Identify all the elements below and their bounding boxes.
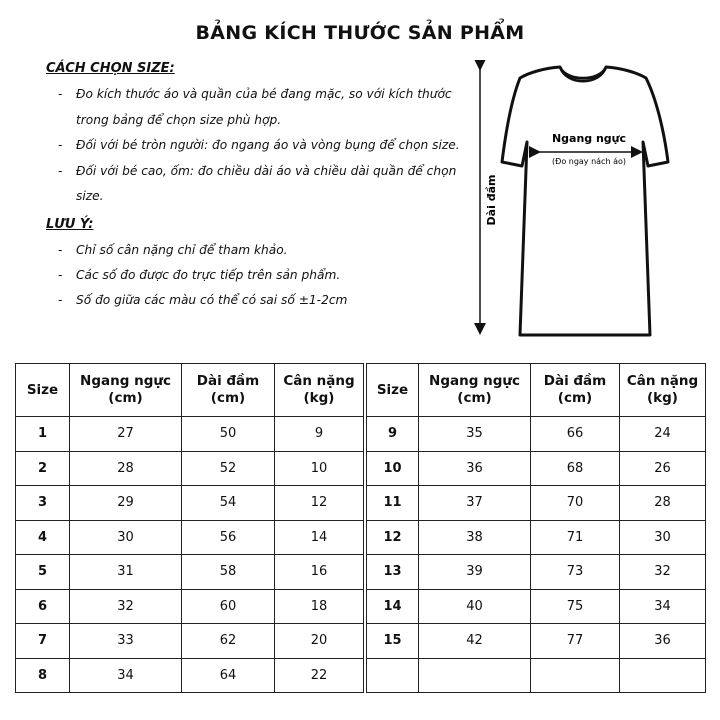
cell-length xyxy=(531,658,620,693)
cell-size: 4 xyxy=(16,520,70,555)
cell-weight: 18 xyxy=(275,589,364,624)
table-row xyxy=(16,555,706,590)
cell-weight: 28 xyxy=(620,486,706,521)
cell-weight: 32 xyxy=(620,555,706,590)
cell-size: 2 xyxy=(16,451,70,486)
table-row xyxy=(16,451,706,486)
cell-length: 58 xyxy=(182,555,275,590)
guide-heading: CÁCH CHỌN SIZE: xyxy=(46,61,175,76)
guide-item: - Đối với bé tròn người: đo ngang áo và vòng bụng để chọn size. xyxy=(46,133,466,159)
cell-length: 54 xyxy=(182,486,275,521)
header-chest: Ngang ngực (cm) xyxy=(419,364,531,417)
cell-length: 70 xyxy=(531,486,620,521)
cell-chest: 33 xyxy=(70,624,182,659)
header-size: Size xyxy=(16,364,70,417)
cell-weight: 34 xyxy=(620,589,706,624)
cell-size: 15 xyxy=(367,624,419,659)
chest-sublabel: (Đo ngay nách áo) xyxy=(552,157,626,166)
cell-size xyxy=(367,658,419,693)
cell-size: 13 xyxy=(367,555,419,590)
cell-weight: 16 xyxy=(275,555,364,590)
dress-measurement-diagram xyxy=(468,60,688,345)
cell-size: 12 xyxy=(367,520,419,555)
cell-size: 14 xyxy=(367,589,419,624)
cell-chest: 28 xyxy=(70,451,182,486)
cell-chest: 36 xyxy=(419,451,531,486)
cell-chest: 29 xyxy=(70,486,182,521)
table-header-row xyxy=(16,364,706,417)
cell-chest: 40 xyxy=(419,589,531,624)
cell-weight: 36 xyxy=(620,624,706,659)
cell-length: 60 xyxy=(182,589,275,624)
note-heading: LƯU Ý: xyxy=(46,216,94,232)
cell-weight: 12 xyxy=(275,486,364,521)
note-item: - Số đo giữa các màu có thể có sai số ±1-2cm xyxy=(46,288,466,313)
table-row xyxy=(16,486,706,521)
cell-weight: 30 xyxy=(620,520,706,555)
cell-length: 62 xyxy=(182,624,275,659)
table-row xyxy=(16,417,706,452)
header-chest: Ngang ngực (cm) xyxy=(70,364,182,417)
table-row xyxy=(16,658,706,693)
cell-chest: 39 xyxy=(419,555,531,590)
header-length: Dài đầm (cm) xyxy=(531,364,620,417)
note-item: - Các số đo được đo trực tiếp trên sản phẩm. xyxy=(46,263,466,288)
cell-size: 8 xyxy=(16,658,70,693)
chest-label: Ngang ngực xyxy=(551,132,627,145)
cell-length: 56 xyxy=(182,520,275,555)
cell-length: 68 xyxy=(531,451,620,486)
header-size: Size xyxy=(367,364,419,417)
cell-length: 66 xyxy=(531,417,620,452)
size-guide xyxy=(46,60,466,313)
cell-weight: 10 xyxy=(275,451,364,486)
cell-chest: 35 xyxy=(419,417,531,452)
header-weight: Cân nặng (kg) xyxy=(620,364,706,417)
cell-chest: 32 xyxy=(70,589,182,624)
header-weight: Cân nặng (kg) xyxy=(275,364,364,417)
cell-length: 64 xyxy=(182,658,275,693)
cell-length: 75 xyxy=(531,589,620,624)
cell-size: 9 xyxy=(367,417,419,452)
cell-weight xyxy=(620,658,706,693)
length-label: Dài đầm xyxy=(485,174,498,226)
cell-chest: 27 xyxy=(70,417,182,452)
cell-weight: 26 xyxy=(620,451,706,486)
note-list xyxy=(46,238,466,313)
cell-size: 7 xyxy=(16,624,70,659)
cell-chest: 42 xyxy=(419,624,531,659)
cell-chest: 30 xyxy=(70,520,182,555)
cell-size: 6 xyxy=(16,589,70,624)
cell-length: 52 xyxy=(182,451,275,486)
guide-item: - Đối với bé cao, ốm: đo chiều dài áo và chiều dài quần để chọn size. xyxy=(46,159,466,210)
note-item: - Chỉ số cân nặng chỉ để tham khảo. xyxy=(46,238,466,263)
cell-size: 11 xyxy=(367,486,419,521)
cell-size: 5 xyxy=(16,555,70,590)
size-table xyxy=(15,363,706,693)
cell-weight: 9 xyxy=(275,417,364,452)
cell-weight: 24 xyxy=(620,417,706,452)
dress-outline-icon xyxy=(502,67,668,335)
cell-length: 73 xyxy=(531,555,620,590)
cell-chest: 31 xyxy=(70,555,182,590)
cell-length: 77 xyxy=(531,624,620,659)
cell-size: 1 xyxy=(16,417,70,452)
cell-length: 50 xyxy=(182,417,275,452)
cell-size: 3 xyxy=(16,486,70,521)
cell-weight: 14 xyxy=(275,520,364,555)
cell-weight: 22 xyxy=(275,658,364,693)
cell-size: 10 xyxy=(367,451,419,486)
cell-chest: 37 xyxy=(419,486,531,521)
table-row xyxy=(16,624,706,659)
header-length: Dài đầm (cm) xyxy=(182,364,275,417)
guide-item: - Đo kích thước áo và quần của bé đang mặc, so với kích thước trong bảng để chọn size phù hợp. xyxy=(46,82,466,133)
page-title: BẢNG KÍCH THƯỚC SẢN PHẨM xyxy=(195,22,525,44)
cell-weight: 20 xyxy=(275,624,364,659)
cell-chest: 34 xyxy=(70,658,182,693)
cell-chest xyxy=(419,658,531,693)
table-row xyxy=(16,520,706,555)
cell-length: 71 xyxy=(531,520,620,555)
cell-chest: 38 xyxy=(419,520,531,555)
table-row xyxy=(16,589,706,624)
guide-list xyxy=(46,82,466,210)
